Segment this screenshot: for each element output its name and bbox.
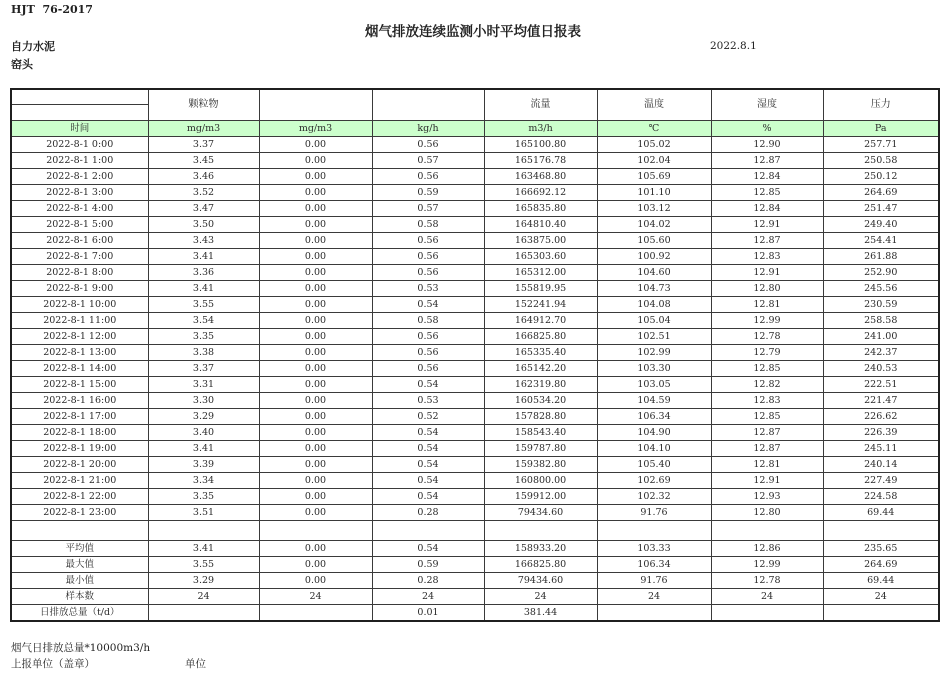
value-cell: 251.47 [823, 201, 939, 217]
value-cell: 12.87 [711, 425, 823, 441]
value-cell: 165100.80 [484, 137, 597, 153]
value-cell: 0.00 [259, 265, 372, 281]
value-cell: 0.00 [259, 297, 372, 313]
value-cell: 165312.00 [484, 265, 597, 281]
row-label-cell: 2022-8-1 3:00 [11, 185, 148, 201]
value-cell: 12.81 [711, 457, 823, 473]
value-cell: 12.79 [711, 345, 823, 361]
company-name: 自力水泥 [11, 40, 55, 53]
value-cell: 69.44 [823, 505, 939, 521]
value-cell: 102.32 [597, 489, 711, 505]
value-cell: 257.71 [823, 137, 939, 153]
value-cell: 0.57 [372, 153, 484, 169]
value-cell [597, 521, 711, 541]
value-cell: 0.56 [372, 137, 484, 153]
value-cell: 3.29 [148, 573, 259, 589]
table-row [11, 441, 939, 457]
value-cell: 157828.80 [484, 409, 597, 425]
value-cell: 0.00 [259, 233, 372, 249]
value-cell: 240.14 [823, 457, 939, 473]
value-cell: 0.00 [259, 505, 372, 521]
value-cell: 12.81 [711, 297, 823, 313]
col-header-pressure: 压力 [823, 89, 939, 121]
value-cell: 12.91 [711, 473, 823, 489]
row-label-cell: 2022-8-1 9:00 [11, 281, 148, 297]
value-cell: 103.12 [597, 201, 711, 217]
value-cell: 0.00 [259, 377, 372, 393]
value-cell: 105.60 [597, 233, 711, 249]
row-label-cell: 最大值 [11, 557, 148, 573]
value-cell: 258.58 [823, 313, 939, 329]
value-cell: 224.58 [823, 489, 939, 505]
value-cell: 105.40 [597, 457, 711, 473]
row-label-cell: 最小值 [11, 573, 148, 589]
value-cell: 245.56 [823, 281, 939, 297]
value-cell: 226.62 [823, 409, 939, 425]
unit-celsius: ℃ [597, 121, 711, 137]
value-cell: 0.56 [372, 265, 484, 281]
hourly-average-table [10, 88, 940, 622]
value-cell [711, 521, 823, 541]
table-row [11, 505, 939, 521]
value-cell: 163875.00 [484, 233, 597, 249]
value-cell: 3.55 [148, 557, 259, 573]
row-label-cell: 2022-8-1 14:00 [11, 361, 148, 377]
value-cell: 0.53 [372, 393, 484, 409]
row-label-cell: 2022-8-1 16:00 [11, 393, 148, 409]
row-label-cell: 2022-8-1 2:00 [11, 169, 148, 185]
row-label-cell: 2022-8-1 4:00 [11, 201, 148, 217]
value-cell: 104.08 [597, 297, 711, 313]
value-cell: 0.00 [259, 217, 372, 233]
value-cell: 0.00 [259, 169, 372, 185]
value-cell: 105.04 [597, 313, 711, 329]
value-cell: 0.59 [372, 185, 484, 201]
value-cell: 12.91 [711, 265, 823, 281]
value-cell: 3.36 [148, 265, 259, 281]
value-cell: 102.69 [597, 473, 711, 489]
value-cell: 3.31 [148, 377, 259, 393]
value-cell: 0.00 [259, 541, 372, 557]
value-cell: 102.04 [597, 153, 711, 169]
value-cell: 165303.60 [484, 249, 597, 265]
value-cell: 0.54 [372, 489, 484, 505]
table-body [11, 137, 939, 622]
value-cell: 12.87 [711, 153, 823, 169]
value-cell: 3.40 [148, 425, 259, 441]
value-cell: 79434.60 [484, 505, 597, 521]
value-cell: 12.83 [711, 393, 823, 409]
standard-code: HJT 76-2017 [11, 3, 93, 16]
value-cell: 221.47 [823, 393, 939, 409]
value-cell: 3.45 [148, 153, 259, 169]
value-cell: 12.78 [711, 573, 823, 589]
value-cell: 24 [148, 589, 259, 605]
row-label-cell: 平均值 [11, 541, 148, 557]
value-cell: 3.46 [148, 169, 259, 185]
value-cell: 12.86 [711, 541, 823, 557]
value-cell [597, 605, 711, 622]
value-cell: 160534.20 [484, 393, 597, 409]
value-cell: 0.00 [259, 329, 372, 345]
summary-row [11, 573, 939, 589]
table-row [11, 473, 939, 489]
value-cell [823, 605, 939, 622]
value-cell [484, 521, 597, 541]
value-cell: 3.30 [148, 393, 259, 409]
value-cell: 79434.60 [484, 573, 597, 589]
value-cell: 0.00 [259, 409, 372, 425]
unit-mg-m3-1: mg/m3 [148, 121, 259, 137]
value-cell: 12.80 [711, 281, 823, 297]
value-cell: 0.00 [259, 441, 372, 457]
value-cell: 91.76 [597, 505, 711, 521]
value-cell: 163468.80 [484, 169, 597, 185]
row-label-cell: 2022-8-1 7:00 [11, 249, 148, 265]
value-cell: 160800.00 [484, 473, 597, 489]
table-row [11, 281, 939, 297]
value-cell: 103.33 [597, 541, 711, 557]
value-cell: 222.51 [823, 377, 939, 393]
unit-m3-h: m3/h [484, 121, 597, 137]
value-cell: 165176.78 [484, 153, 597, 169]
value-cell: 12.87 [711, 233, 823, 249]
value-cell: 12.83 [711, 249, 823, 265]
value-cell: 24 [259, 589, 372, 605]
value-cell: 106.34 [597, 409, 711, 425]
value-cell: 0.58 [372, 313, 484, 329]
value-cell: 245.11 [823, 441, 939, 457]
col-header-temperature: 温度 [597, 89, 711, 121]
unit-pa: Pa [823, 121, 939, 137]
summary-row [11, 589, 939, 605]
value-cell: 381.44 [484, 605, 597, 622]
value-cell: 158933.20 [484, 541, 597, 557]
value-cell: 164912.70 [484, 313, 597, 329]
time-column-header: 时间 [11, 121, 148, 137]
value-cell: 3.41 [148, 541, 259, 557]
value-cell: 24 [597, 589, 711, 605]
value-cell: 3.37 [148, 137, 259, 153]
value-cell: 69.44 [823, 573, 939, 589]
value-cell: 249.40 [823, 217, 939, 233]
table-row [11, 233, 939, 249]
value-cell: 0.00 [259, 313, 372, 329]
header-corner-bottom [11, 105, 148, 121]
value-cell: 264.69 [823, 185, 939, 201]
table-row [11, 457, 939, 473]
value-cell: 0.54 [372, 473, 484, 489]
value-cell: 104.10 [597, 441, 711, 457]
value-cell [148, 521, 259, 541]
col-header-particulate: 颗粒物 [148, 89, 259, 121]
spacer-row [11, 521, 939, 541]
value-cell: 12.82 [711, 377, 823, 393]
value-cell: 104.02 [597, 217, 711, 233]
row-label-cell: 2022-8-1 8:00 [11, 265, 148, 281]
value-cell: 0.53 [372, 281, 484, 297]
value-cell: 250.58 [823, 153, 939, 169]
value-cell: 12.85 [711, 185, 823, 201]
value-cell: 12.85 [711, 409, 823, 425]
value-cell: 3.47 [148, 201, 259, 217]
group-header-row [11, 89, 939, 105]
table-row [11, 345, 939, 361]
summary-row [11, 541, 939, 557]
value-cell: 227.49 [823, 473, 939, 489]
value-cell: 252.90 [823, 265, 939, 281]
value-cell: 12.90 [711, 137, 823, 153]
table-row [11, 185, 939, 201]
value-cell: 0.57 [372, 201, 484, 217]
row-label-cell: 2022-8-1 15:00 [11, 377, 148, 393]
value-cell: 12.84 [711, 201, 823, 217]
row-label-cell: 2022-8-1 10:00 [11, 297, 148, 313]
value-cell: 0.58 [372, 217, 484, 233]
value-cell: 0.54 [372, 377, 484, 393]
table-row [11, 169, 939, 185]
col-header-flow: 流量 [484, 89, 597, 121]
value-cell: 0.00 [259, 201, 372, 217]
value-cell: 0.00 [259, 489, 372, 505]
value-cell [372, 521, 484, 541]
value-cell: 0.01 [372, 605, 484, 622]
report-title: 烟气排放连续监测小时平均值日报表 [365, 24, 581, 40]
table-row [11, 329, 939, 345]
value-cell: 3.50 [148, 217, 259, 233]
value-cell: 165142.20 [484, 361, 597, 377]
value-cell: 159912.00 [484, 489, 597, 505]
value-cell: 0.00 [259, 249, 372, 265]
value-cell: 12.99 [711, 557, 823, 573]
value-cell: 3.41 [148, 249, 259, 265]
value-cell: 12.87 [711, 441, 823, 457]
unit-mg-m3-2: mg/m3 [259, 121, 372, 137]
table-row [11, 377, 939, 393]
value-cell: 261.88 [823, 249, 939, 265]
value-cell: 24 [823, 589, 939, 605]
value-cell: 3.29 [148, 409, 259, 425]
value-cell: 0.56 [372, 361, 484, 377]
unit-header-row [11, 121, 939, 137]
value-cell: 242.37 [823, 345, 939, 361]
table-row [11, 265, 939, 281]
table-row [11, 137, 939, 153]
value-cell: 166692.12 [484, 185, 597, 201]
row-label-cell: 2022-8-1 17:00 [11, 409, 148, 425]
value-cell: 235.65 [823, 541, 939, 557]
value-cell: 101.10 [597, 185, 711, 201]
row-label-cell: 2022-8-1 19:00 [11, 441, 148, 457]
value-cell: 104.59 [597, 393, 711, 409]
value-cell: 0.54 [372, 425, 484, 441]
value-cell: 230.59 [823, 297, 939, 313]
table-row [11, 361, 939, 377]
value-cell: 0.00 [259, 345, 372, 361]
value-cell: 3.35 [148, 489, 259, 505]
flow-total-footnote: 烟气日排放总量*10000m3/h [11, 642, 151, 654]
row-label-cell: 样本数 [11, 589, 148, 605]
value-cell: 3.37 [148, 361, 259, 377]
value-cell: 12.91 [711, 217, 823, 233]
row-label-cell: 2022-8-1 13:00 [11, 345, 148, 361]
value-cell: 104.90 [597, 425, 711, 441]
summary-row [11, 605, 939, 622]
row-label-cell: 2022-8-1 22:00 [11, 489, 148, 505]
value-cell: 0.00 [259, 457, 372, 473]
value-cell: 24 [372, 589, 484, 605]
value-cell: 162319.80 [484, 377, 597, 393]
value-cell: 0.28 [372, 573, 484, 589]
value-cell: 159382.80 [484, 457, 597, 473]
value-cell: 3.43 [148, 233, 259, 249]
value-cell: 0.00 [259, 153, 372, 169]
value-cell: 12.85 [711, 361, 823, 377]
table-row [11, 313, 939, 329]
value-cell: 0.56 [372, 345, 484, 361]
value-cell: 165335.40 [484, 345, 597, 361]
row-label-cell: 2022-8-1 1:00 [11, 153, 148, 169]
row-label-cell: 2022-8-1 23:00 [11, 505, 148, 521]
value-cell: 104.60 [597, 265, 711, 281]
value-cell: 0.54 [372, 297, 484, 313]
row-label-cell: 2022-8-1 6:00 [11, 233, 148, 249]
value-cell: 105.69 [597, 169, 711, 185]
unit-label: 单位 [185, 658, 206, 670]
value-cell: 3.34 [148, 473, 259, 489]
value-cell: 0.59 [372, 557, 484, 573]
table-row [11, 249, 939, 265]
row-label-cell: 2022-8-1 5:00 [11, 217, 148, 233]
value-cell: 0.56 [372, 249, 484, 265]
value-cell: 166825.80 [484, 329, 597, 345]
value-cell: 12.93 [711, 489, 823, 505]
value-cell: 254.41 [823, 233, 939, 249]
row-label-cell [11, 521, 148, 541]
col-header-humidity: 湿度 [711, 89, 823, 121]
value-cell: 264.69 [823, 557, 939, 573]
value-cell: 12.78 [711, 329, 823, 345]
reporting-unit-label: 上报单位（盖章） [11, 658, 95, 670]
value-cell: 3.41 [148, 441, 259, 457]
value-cell [259, 521, 372, 541]
value-cell: 166825.80 [484, 557, 597, 573]
report-date: 2022.8.1 [710, 40, 757, 52]
monitoring-point: 窑头 [11, 58, 33, 71]
value-cell: 158543.40 [484, 425, 597, 441]
value-cell: 3.55 [148, 297, 259, 313]
value-cell: 0.00 [259, 425, 372, 441]
value-cell: 0.54 [372, 457, 484, 473]
table-row [11, 153, 939, 169]
table-row [11, 201, 939, 217]
col-header-blank-2 [372, 89, 484, 121]
value-cell: 240.53 [823, 361, 939, 377]
table-row [11, 297, 939, 313]
value-cell: 12.80 [711, 505, 823, 521]
value-cell: 3.54 [148, 313, 259, 329]
value-cell: 0.00 [259, 393, 372, 409]
value-cell: 0.00 [259, 573, 372, 589]
table-row [11, 217, 939, 233]
value-cell: 0.00 [259, 281, 372, 297]
value-cell: 0.56 [372, 233, 484, 249]
value-cell: 159787.80 [484, 441, 597, 457]
value-cell: 0.00 [259, 557, 372, 573]
value-cell: 0.00 [259, 185, 372, 201]
unit-kg-h: kg/h [372, 121, 484, 137]
row-label-cell: 2022-8-1 0:00 [11, 137, 148, 153]
value-cell: 3.35 [148, 329, 259, 345]
value-cell: 164810.40 [484, 217, 597, 233]
value-cell: 105.02 [597, 137, 711, 153]
value-cell [711, 605, 823, 622]
value-cell: 103.05 [597, 377, 711, 393]
value-cell: 0.56 [372, 169, 484, 185]
table-row [11, 409, 939, 425]
value-cell: 12.84 [711, 169, 823, 185]
value-cell: 165835.80 [484, 201, 597, 217]
value-cell: 0.00 [259, 473, 372, 489]
value-cell [148, 605, 259, 622]
value-cell: 241.00 [823, 329, 939, 345]
value-cell: 0.00 [259, 361, 372, 377]
value-cell: 3.38 [148, 345, 259, 361]
row-label-cell: 日排放总量（t/d） [11, 605, 148, 622]
value-cell: 155819.95 [484, 281, 597, 297]
value-cell: 102.99 [597, 345, 711, 361]
unit-percent: % [711, 121, 823, 137]
value-cell: 250.12 [823, 169, 939, 185]
value-cell: 103.30 [597, 361, 711, 377]
value-cell: 0.54 [372, 441, 484, 457]
row-label-cell: 2022-8-1 18:00 [11, 425, 148, 441]
value-cell: 0.00 [259, 137, 372, 153]
value-cell: 0.56 [372, 329, 484, 345]
row-label-cell: 2022-8-1 12:00 [11, 329, 148, 345]
value-cell: 0.54 [372, 541, 484, 557]
value-cell: 102.51 [597, 329, 711, 345]
value-cell: 104.73 [597, 281, 711, 297]
value-cell: 0.28 [372, 505, 484, 521]
table-row [11, 489, 939, 505]
value-cell: 24 [484, 589, 597, 605]
value-cell: 152241.94 [484, 297, 597, 313]
summary-row [11, 557, 939, 573]
value-cell: 3.41 [148, 281, 259, 297]
value-cell: 3.52 [148, 185, 259, 201]
value-cell: 100.92 [597, 249, 711, 265]
value-cell: 3.51 [148, 505, 259, 521]
value-cell: 3.39 [148, 457, 259, 473]
value-cell: 226.39 [823, 425, 939, 441]
header-corner-top [11, 89, 148, 105]
value-cell: 24 [711, 589, 823, 605]
value-cell [259, 605, 372, 622]
table-row [11, 393, 939, 409]
row-label-cell: 2022-8-1 20:00 [11, 457, 148, 473]
value-cell: 12.99 [711, 313, 823, 329]
row-label-cell: 2022-8-1 11:00 [11, 313, 148, 329]
value-cell [823, 521, 939, 541]
row-label-cell: 2022-8-1 21:00 [11, 473, 148, 489]
value-cell: 91.76 [597, 573, 711, 589]
value-cell: 106.34 [597, 557, 711, 573]
table-row [11, 425, 939, 441]
col-header-blank-1 [259, 89, 372, 121]
value-cell: 0.52 [372, 409, 484, 425]
